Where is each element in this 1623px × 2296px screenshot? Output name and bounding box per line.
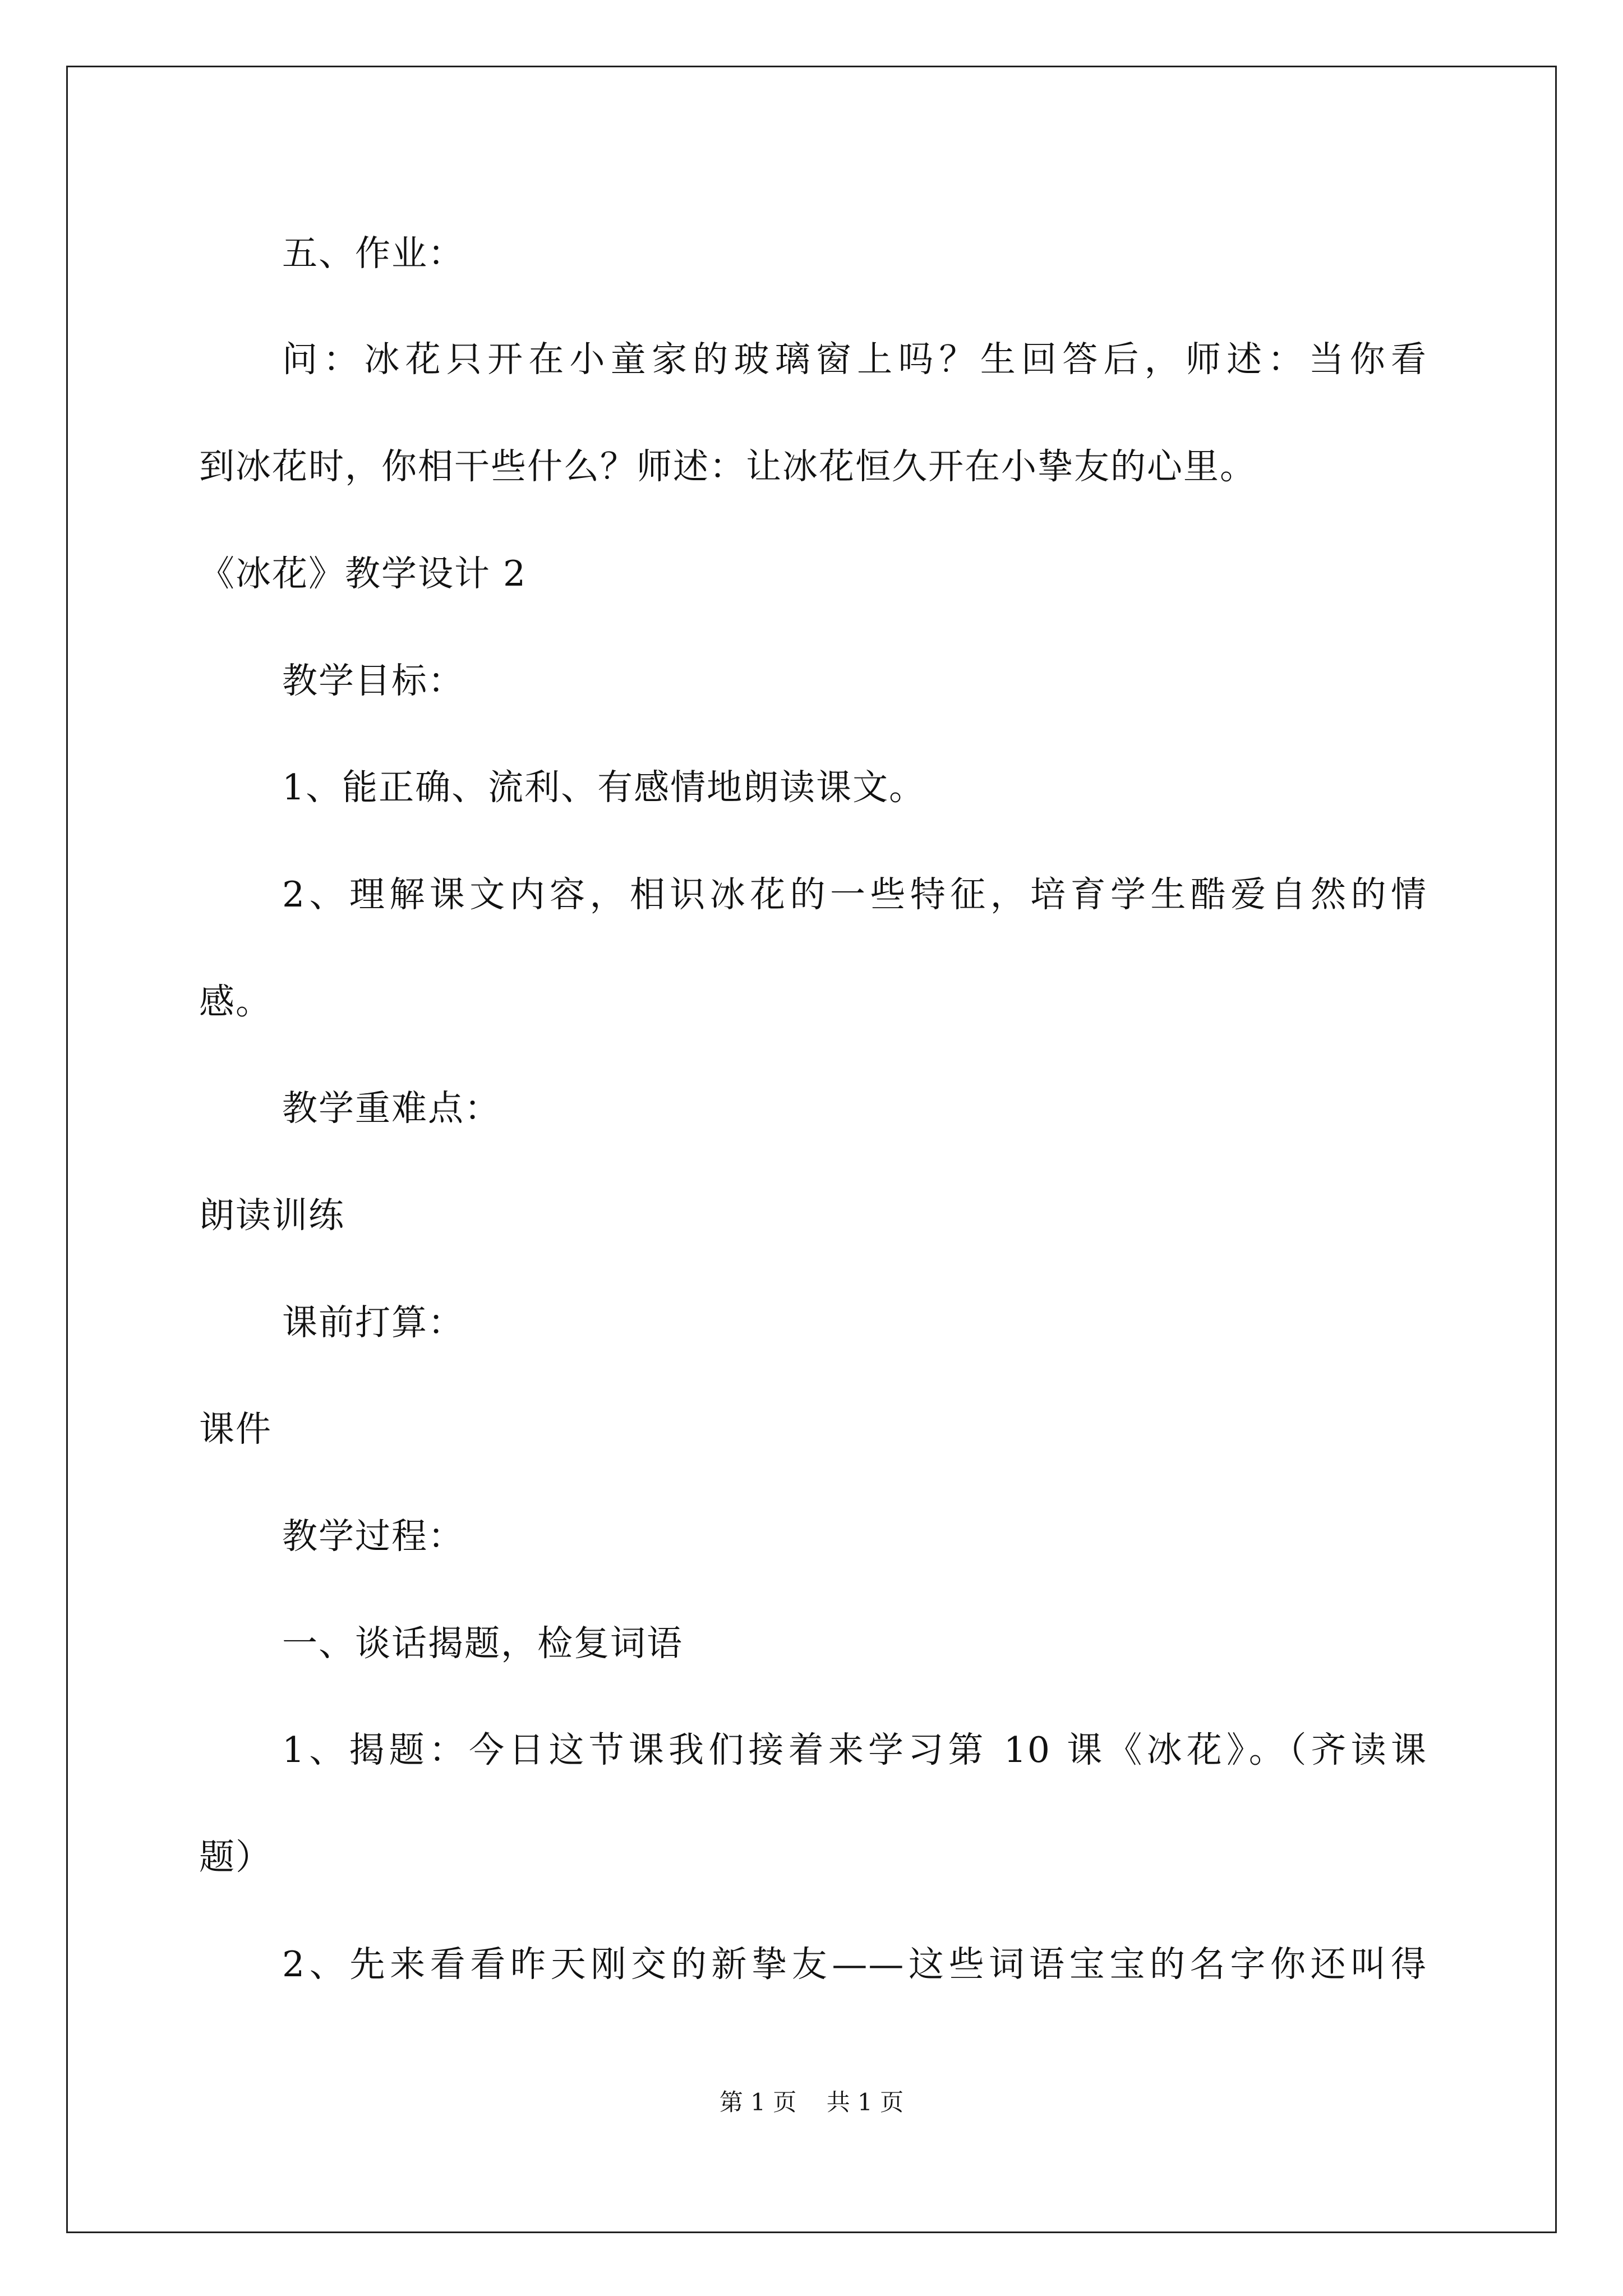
- paragraph-line: 朗读训练: [199, 1195, 345, 1236]
- subheading: 一、谈话揭题，检复词语: [282, 1623, 683, 1664]
- paragraph-line: 问：冰花只开在小童家的玻璃窗上吗？生回答后，师述：当你看: [282, 339, 1427, 380]
- list-item: 1、揭题：今日这节课我们接着来学习第 10 课《冰花》。（齐读课: [282, 1729, 1427, 1770]
- list-item: 1、能正确、流利、有感情地朗读课文。: [282, 767, 926, 808]
- heading-homework: 五、作业：: [282, 233, 464, 274]
- paragraph-line: 感。: [199, 981, 272, 1022]
- heading-objectives: 教学目标：: [282, 660, 464, 701]
- section-title: 《冰花》教学设计 2: [199, 553, 527, 594]
- heading-preparation: 课前打算：: [282, 1302, 464, 1343]
- list-item: 2、先来看看昨天刚交的新挚友——这些词语宝宝的名字你还叫得: [282, 1944, 1427, 1985]
- page-border: [66, 66, 1557, 2233]
- list-item: 2、理解课文内容，相识冰花的一些特征，培育学生酷爱自然的情: [282, 874, 1427, 915]
- heading-process: 教学过程：: [282, 1516, 464, 1557]
- paragraph-line: 题）: [199, 1837, 272, 1878]
- heading-key-points: 教学重难点：: [282, 1088, 501, 1129]
- paragraph-line: 到冰花时，你相干些什么？师述：让冰花恒久开在小挚友的心里。: [199, 446, 1256, 487]
- paragraph-line: 课件: [199, 1409, 272, 1450]
- page-footer: 第 1 页 共 1 页: [719, 2088, 904, 2116]
